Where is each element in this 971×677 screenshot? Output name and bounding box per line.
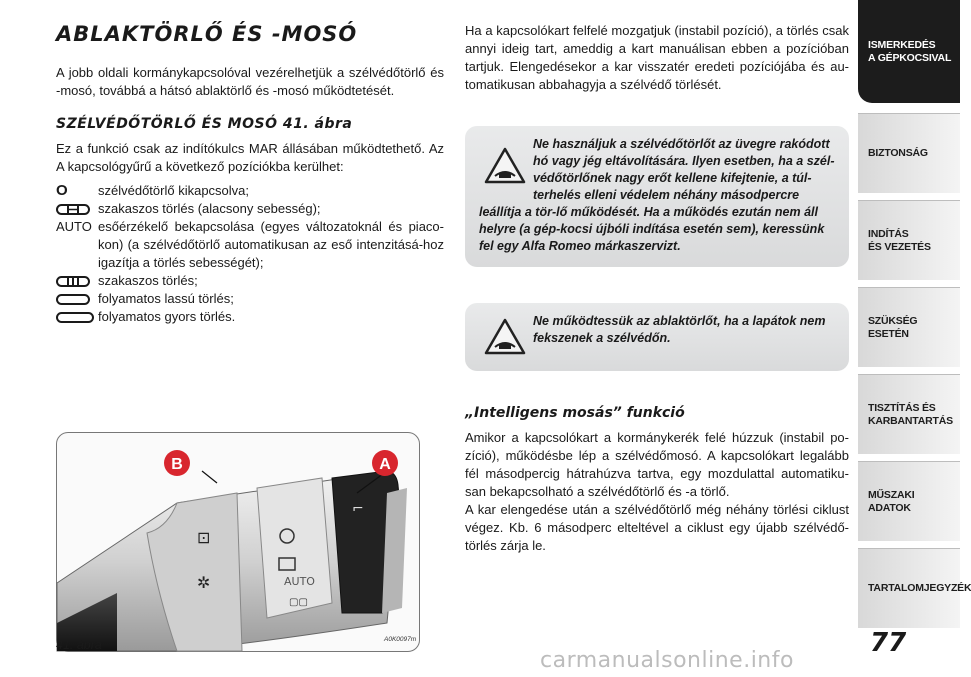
- list-item: AUTO esőérzékelő bekapcsolása (egyes változatoknál és piaco-kon) (a szélvédőtörlő automatikusan az eső intenzitásá-hoz igazítja a törlés sebességét);: [56, 219, 444, 270]
- section-paragraph: Ez a funkció csak az indítókulcs MAR állásában működtethető. Az A kapcsológyűrű a következő pozíciókba kerülhet:: [56, 141, 444, 174]
- list-item: szakaszos törlés (alacsony sebesség);: [56, 200, 444, 218]
- svg-text:⌐: ⌐: [352, 501, 364, 517]
- figure-caption: 41. ábra: [56, 638, 102, 652]
- feature-paragraph-2: A kar elengedése után a szélvédőtörlő még néhány törlési ciklust végez. Kb. 6 másodperc elteltével a ciklust egy újabb szélvédő-törlés zárja le.: [465, 502, 849, 553]
- auto-label: AUTO: [56, 219, 92, 234]
- tab-inditas[interactable]: INDÍTÁS ÉS VEZETÉS: [858, 200, 960, 280]
- svg-text:⊡: ⊡: [197, 528, 211, 547]
- warning-box-blades: [465, 303, 849, 371]
- warning-text-snow: Ne használjuk a szélvédőtörlőt az üvegre rakódott hó vagy jég eltávolítására. Ilyen esetben, ha a szél-védőtörlőnek nagy erőt kellene kifejtenie, a túl-terhelés elleni védelem néhány másodpercre leállítja a tör-lő működését. Ha a működés ezután nem áll helyre (a gép-kocsi újbóli indítása esetén sem), keressünk fel egy Alfa Romeo márkaszervizt.: [479, 137, 835, 253]
- figure-code: A0K0097m: [384, 636, 417, 643]
- list-item: O szélvédőtörlő kikapcsolva;: [56, 182, 250, 199]
- figure-auto-text: AUTO: [284, 575, 315, 588]
- label-b-badge: [164, 450, 190, 476]
- list-item: folyamatos gyors törlés.: [56, 308, 444, 326]
- list-item: folyamatos lassú törlés;: [56, 290, 444, 308]
- left-column: [56, 22, 444, 326]
- feature-title: „Intelligens mosás” funkció: [465, 405, 685, 421]
- warning-triangle-icon: [483, 146, 527, 186]
- tab-ismerkedes[interactable]: ISMERKEDÉS A GÉPKOCSIVAL: [858, 0, 960, 103]
- top-paragraph: Ha a kapcsolókart felfelé mozgatjuk (instabil pozíció), a törlés csak annyi ideig tart, ameddig a kart manuálisan ebben a pozícióban tartjuk. Elengedésekor a kar visszatér eredeti pozíciójába és au-tomatikusan abbahagyja a szélvédő törlését.: [465, 23, 849, 92]
- off-circle-icon: O: [56, 182, 68, 199]
- wiper-stalk-figure: [56, 432, 420, 652]
- intermittent-icon: [56, 272, 98, 290]
- watermark: carmanualsonline.info: [540, 648, 794, 673]
- tab-biztonsag[interactable]: BIZTONSÁG: [858, 113, 960, 193]
- section-title: SZÉLVÉDŐTÖRLŐ ÉS MOSÓ 41. ábra: [56, 116, 353, 132]
- svg-text:✲: ✲: [197, 573, 211, 592]
- warning-box-snow: [465, 126, 849, 267]
- intro-paragraph: A jobb oldali kormánykapcsolóval vezérelhetjük a szélvédőtörlő és -mosó, továbbá a hátsó ablaktörlő és -mosó működtetését.: [56, 65, 444, 98]
- svg-text:▢▢: ▢▢: [289, 597, 308, 608]
- warning-triangle-icon: [483, 317, 527, 357]
- page-number: 77: [870, 628, 907, 658]
- continuous-slow-icon: [56, 290, 98, 308]
- chapter-tabs: [858, 0, 971, 677]
- tab-tisztitas[interactable]: TISZTÍTÁS ÉS KARBANTARTÁS: [858, 374, 960, 454]
- right-column: [465, 22, 849, 555]
- continuous-fast-icon: [56, 308, 98, 326]
- warning-text-blades: Ne működtessük az ablaktörlőt, ha a lapátok nem fekszenek a szélvédőn.: [533, 314, 826, 345]
- page-title: ABLAKTÖRLŐ ÉS -MOSÓ: [56, 22, 358, 46]
- tab-szukseg[interactable]: SZÜKSÉG ESETÉN: [858, 287, 960, 367]
- svg-text:A: A: [379, 456, 391, 473]
- tab-muszaki[interactable]: MŰSZAKI ADATOK: [858, 461, 960, 541]
- position-list: [56, 182, 444, 326]
- tab-tartalomjegyzek[interactable]: TARTALOMJEGYZÉK: [858, 548, 960, 628]
- label-a-badge: [372, 450, 398, 476]
- list-item: szakaszos törlés;: [56, 272, 444, 290]
- svg-text:B: B: [171, 456, 183, 473]
- intermittent-low-icon: [56, 200, 98, 218]
- feature-paragraph-1: Amikor a kapcsolókart a kormánykerék felé húzzuk (instabil po-zíció), működésbe lép a szélvédőmosó. A kapcsolókart legalább fél másodpercig hátrahúzva tartva, egy mozdulattal automatiku-san bekapcsolható a szélvédőtörlő és -a törlő.: [465, 430, 849, 499]
